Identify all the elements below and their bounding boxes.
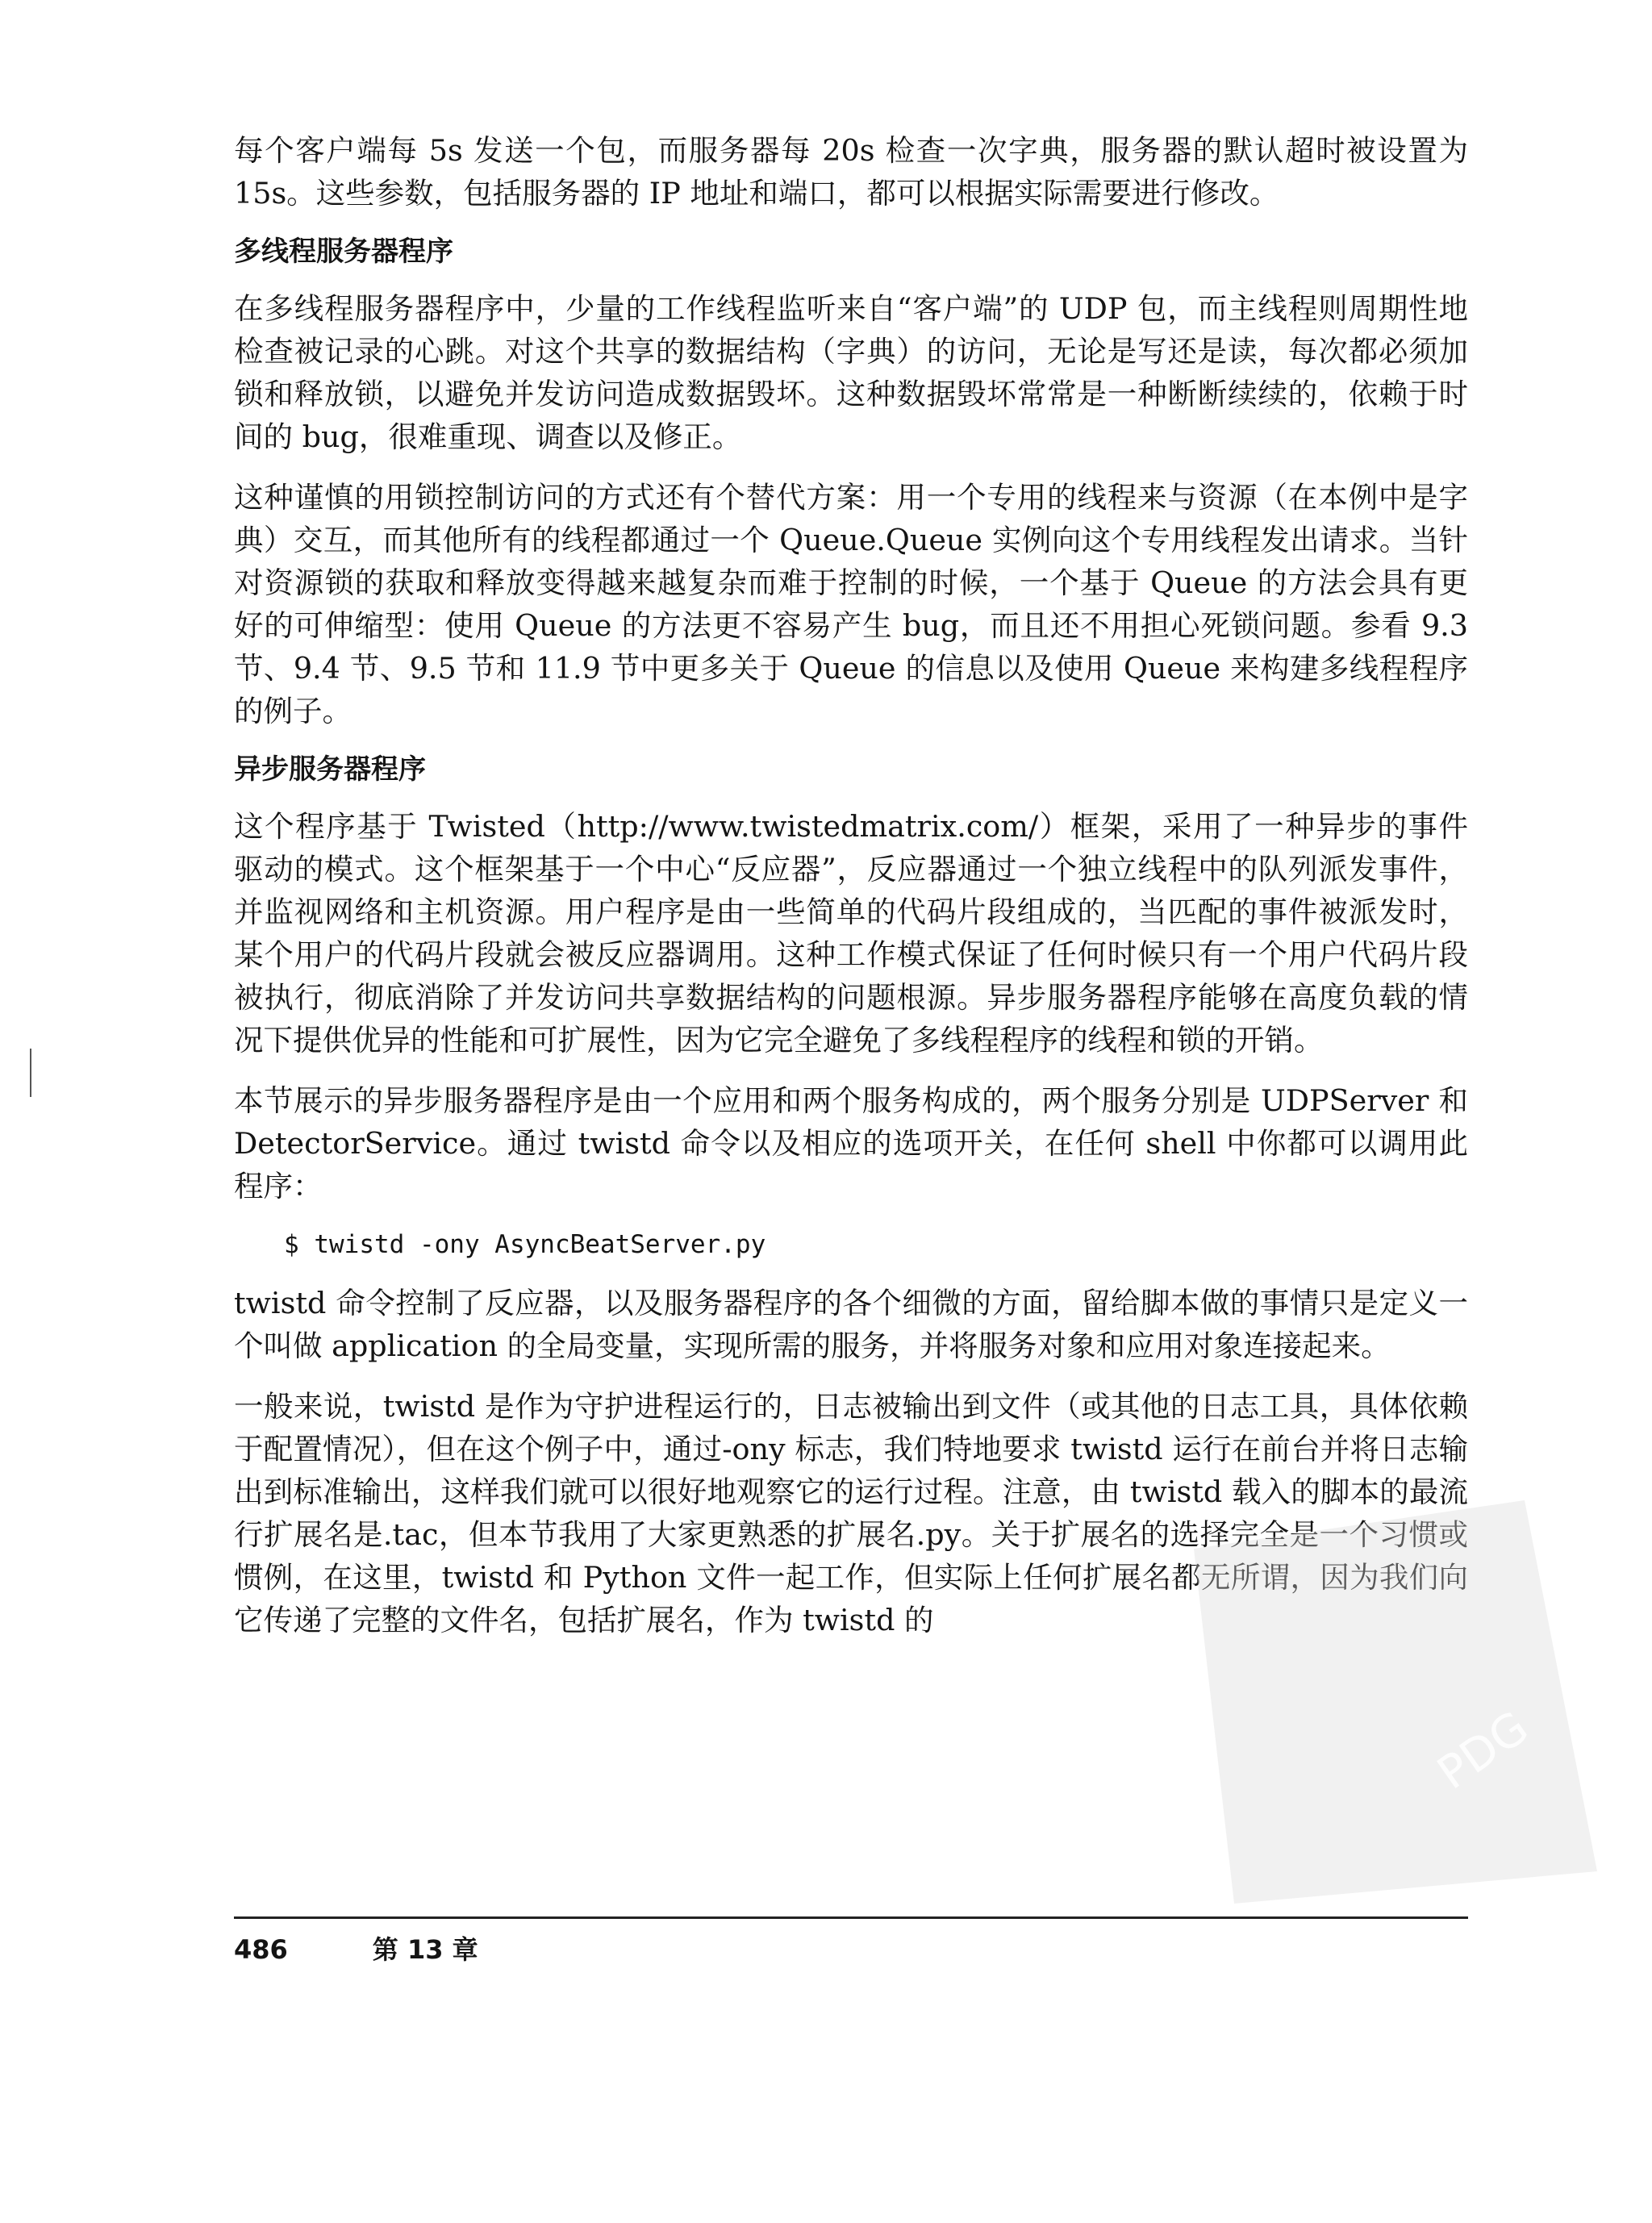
paragraph-async-services: 本节展示的异步服务器程序是由一个应用和两个服务构成的，两个服务分别是 UDPServer 和 DetectorService。通过 twistd 命令以及相应的选项开关，在任何 shell 中你都可以调用此程序： — [234, 1083, 1468, 1203]
page-body — [234, 129, 1468, 1659]
paragraph-twisted-intro: 这个程序基于 Twisted（http://www.twistedmatrix.com/）框架，采用了一种异步的事件驱动的模式。这个框架基于一个中心“反应器”，反应器通过一个独立线程中的队列派发事件，并监视网络和主机资源。用户程序是由一些简单的代码片段组成的，当匹配的事件被派发时，某个用户的代码片段就会被反应器调用。这种工作模式保证了任何时候只有一个用户代码片段被执行，彻底消除了并发访问共享数据结构的问题根源。异步服务器程序能够在高度负载的情况下提供优异的性能和可扩展性，因为它完全避免了多线程程序的线程和锁的开销。 — [234, 809, 1468, 1057]
margin-mark — [30, 1049, 31, 1097]
page-number: 486 — [234, 1934, 288, 1965]
section-heading-multithread: 多线程服务器程序 — [234, 236, 453, 268]
section-heading-async: 异步服务器程序 — [234, 753, 426, 786]
paragraph-queue-alternative: 这种谨慎的用锁控制访问的方式还有个替代方案：用一个专用的线程来与资源（在本例中是字典）交互，而其他所有的线程都通过一个 Queue.Queue 实例向这个专用线程发出请求。当针对资源锁的获取和释放变得越来越复杂而难于控制的时候，一个基于 Queue 的方法会具有更好的可伸缩型：使用 Queue 的方法更不容易产生 bug，而且还不用担心死锁问题。参看 9.3 节、9.4 节、9.5 节和 11.9 节中更多关于 Queue 的信息以及使用 Queue 来构建多线程程序的例子。 — [234, 480, 1468, 728]
paragraph-twistd-control: twistd 命令控制了反应器，以及服务器程序的各个细微的方面，留给脚本做的事情只是定义一个叫做 application 的全局变量，实现所需的服务，并将服务对象和应用对象连接起来。 — [234, 1286, 1468, 1363]
chapter-label: 第 13 章 — [372, 1934, 478, 1965]
footer-rule — [234, 1916, 1468, 1919]
page-footer — [234, 1932, 478, 1967]
watermark-stamp — [1145, 1452, 1629, 1936]
code-command: $ twistd -ony AsyncBeatServer.py — [284, 1230, 766, 1259]
watermark-text: PDG — [1428, 1701, 1538, 1800]
paragraph-multithread-intro: 在多线程服务器程序中，少量的工作线程监听来自“客户端”的 UDP 包，而主线程则周期性地检查被记录的心跳。对这个共享的数据结构（字典）的访问，无论是写还是读，每次都必须加锁和释放锁，以避免并发访问造成数据毁坏。这种数据毁坏常常是一种断断续续的，依赖于时间的 bug，很难重现、调查以及修正。 — [234, 291, 1468, 454]
paragraph-timeout-params: 每个客户端每 5s 发送一个包，而服务器每 20s 检查一次字典，服务器的默认超时被设置为 15s。这些参数，包括服务器的 IP 地址和端口，都可以根据实际需要进行修改。 — [234, 133, 1468, 211]
paragraph-twistd-daemon: 一般来说，twistd 是作为守护进程运行的，日志被输出到文件（或其他的日志工具，具体依赖于配置情况），但在这个例子中，通过-ony 标志，我们特地要求 twistd 运行在前台并将日志输出到标准输出，这样我们就可以很好地观察它的运行过程。注意，由 twistd 载入的脚本的最流行扩展名是.tac，但本节我用了大家更熟悉的扩展名.py。关于扩展名的选择完全是一个习惯或惯例，在这里，twistd 和 Python 文件一起工作，但实际上任何扩展名都无所谓，因为我们向它传递了完整的文件名，包括扩展名，作为 twistd 的 — [234, 1389, 1468, 1637]
